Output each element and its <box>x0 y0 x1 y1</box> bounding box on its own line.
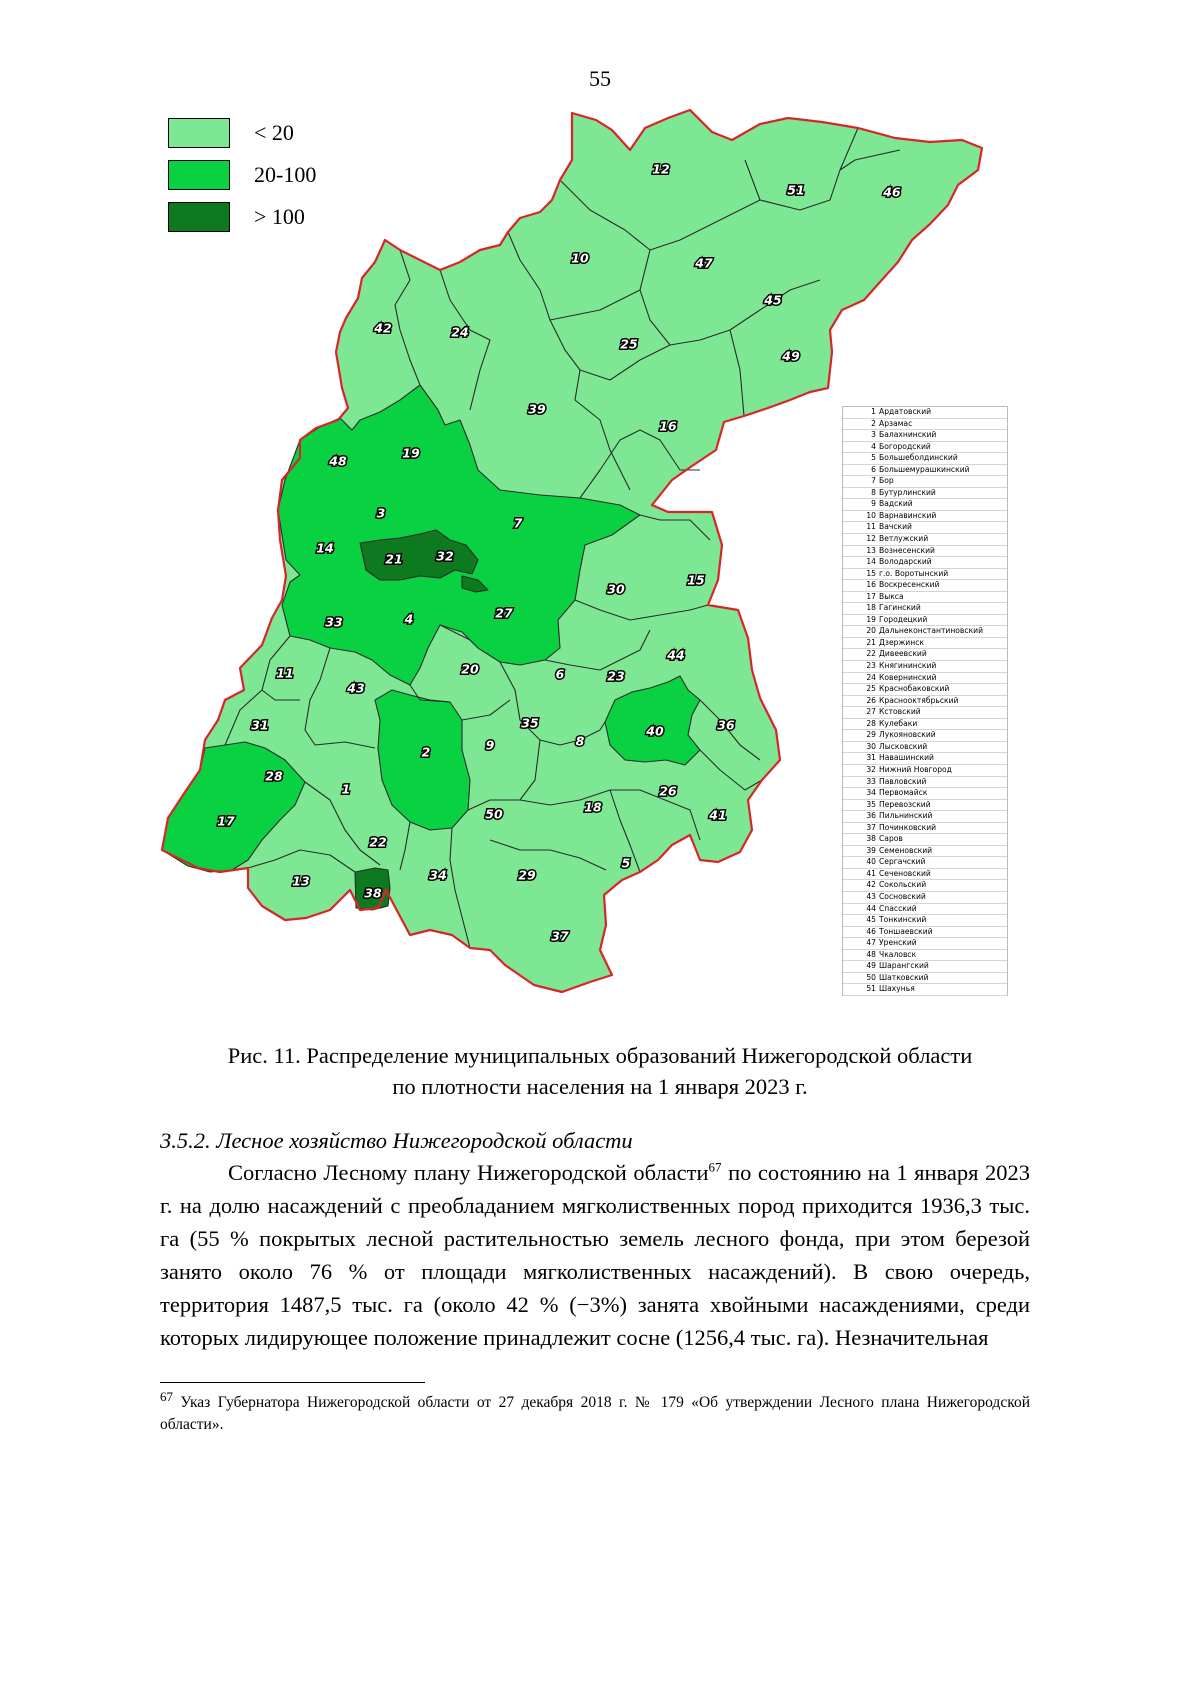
district-index-name: Варнавинский <box>879 510 937 520</box>
district-index-number: 27 <box>866 707 876 717</box>
district-number-label: 4 <box>404 611 414 627</box>
district-index-row <box>843 684 1007 696</box>
district-index-number: 20 <box>866 626 876 636</box>
district-index-name: Нижний Новгород <box>879 764 952 774</box>
body-paragraph <box>160 1156 1030 1354</box>
district-index-name: Вадский <box>879 499 913 509</box>
district-index-name: Краснобаковский <box>879 684 950 694</box>
footnote <box>160 1388 1030 1436</box>
district-index-row <box>843 453 1007 465</box>
district-index-number: 7 <box>871 476 876 486</box>
district-index-row <box>843 476 1007 488</box>
district-index-row <box>843 846 1007 858</box>
district-index-name: Вознесенский <box>879 545 935 555</box>
district-index-number: 6 <box>871 464 876 474</box>
district-index-name: Лысковский <box>879 741 928 751</box>
district-index-number: 32 <box>866 764 876 774</box>
district-index-number: 30 <box>866 741 876 751</box>
district-index-name: Балахнинский <box>879 430 937 440</box>
district-index-name: Дальнеконстантиновский <box>879 626 984 636</box>
district-index-row <box>843 719 1007 731</box>
district-index-name: Шарангский <box>879 961 929 971</box>
district-index-table <box>842 406 1008 996</box>
district-index-row <box>843 442 1007 454</box>
district-number-label: 27 <box>495 605 513 621</box>
district-number-label: 9 <box>485 737 495 753</box>
district-index-number: 26 <box>866 695 876 705</box>
district-index-number: 35 <box>866 799 876 809</box>
district-index-number: 21 <box>866 637 876 647</box>
district-number-label: 36 <box>717 717 735 733</box>
district-number-label: 45 <box>764 292 782 308</box>
district-index-number: 15 <box>866 568 876 578</box>
district-index-number: 40 <box>866 857 876 867</box>
district-number-label: 47 <box>695 255 713 271</box>
district-index-name: Ветлужский <box>879 534 929 544</box>
caption-line-2: по плотности населения на 1 января 2023 г. <box>392 1074 808 1099</box>
district-index-row <box>843 973 1007 985</box>
district-index-number: 46 <box>866 926 876 936</box>
district-index-name: Павловский <box>879 776 927 786</box>
district-index-row <box>843 522 1007 534</box>
district-index-name: Краснооктябрьский <box>879 695 959 705</box>
district-number-label: 33 <box>325 614 343 630</box>
district-index-row <box>843 800 1007 812</box>
district-index-row <box>843 788 1007 800</box>
page-number: 55 <box>589 66 611 91</box>
district-index-name: Кулебаки <box>879 718 918 728</box>
district-index-number: 5 <box>871 453 876 463</box>
district-index-row <box>843 661 1007 673</box>
district-number-label: 29 <box>518 867 536 883</box>
district-index-row <box>843 880 1007 892</box>
district-number-label: 34 <box>429 867 447 883</box>
district-number-label: 13 <box>292 873 310 889</box>
district-index-row <box>843 742 1007 754</box>
district-index-number: 44 <box>866 903 876 913</box>
legend-label-high: > 100 <box>254 204 305 229</box>
district-index-name: Дзержинск <box>879 637 924 647</box>
district-index-name: Вачский <box>879 522 912 532</box>
district-index-name: Сеченовский <box>879 868 931 878</box>
district-index-number: 36 <box>866 811 876 821</box>
district-number-label: 50 <box>485 806 503 822</box>
district-index-number: 41 <box>866 868 876 878</box>
district-index-name: Княгининский <box>879 661 937 671</box>
district-index-name: Семеновский <box>879 845 933 855</box>
district-number-label: 10 <box>571 250 589 266</box>
district-index-row <box>843 638 1007 650</box>
district-number-label: 31 <box>251 717 269 733</box>
district-index-name: Выкса <box>879 591 904 601</box>
footnote-reference[interactable]: 67 <box>708 1159 722 1175</box>
district-number-label: 41 <box>709 807 727 823</box>
district-index-row <box>843 892 1007 904</box>
district-number-label: 5 <box>621 855 631 871</box>
district-index-number: 22 <box>866 649 876 659</box>
district-index-number: 1 <box>871 407 876 416</box>
district-number-label: 24 <box>451 324 469 340</box>
district-index-number: 25 <box>866 684 876 694</box>
district-index-row <box>843 984 1007 996</box>
district-number-label: 3 <box>376 505 386 521</box>
district-number-label: 2 <box>421 744 431 760</box>
district-index-name: Богородский <box>879 441 931 451</box>
district-index-number: 31 <box>866 753 876 763</box>
district-index-name: г.о. Воротынский <box>879 568 949 578</box>
district-number-label: 32 <box>436 548 454 564</box>
district-number-label: 11 <box>276 665 294 681</box>
district-index-name: Починковский <box>879 822 937 832</box>
district-index-name: Сосновский <box>879 891 926 901</box>
district-index-name: Городецкий <box>879 614 928 624</box>
district-index-number: 39 <box>866 845 876 855</box>
district-number-label: 42 <box>374 320 392 336</box>
district-index-number: 14 <box>866 557 876 567</box>
district-index-number: 24 <box>866 672 876 682</box>
district-index-number: 8 <box>871 487 876 497</box>
district-index-number: 42 <box>866 880 876 890</box>
district-index-row <box>843 407 1007 419</box>
district-number-label: 25 <box>620 336 638 352</box>
district-index-name: Тоншаевский <box>879 926 933 936</box>
district-index-name: Большеболдинский <box>879 453 958 463</box>
district-index-name: Большемурашкинский <box>879 464 970 474</box>
district-number-label: 20 <box>461 661 479 677</box>
district-index-name: Арзамас <box>879 418 913 428</box>
district-index-name: Уренский <box>879 938 917 948</box>
district-index-number: 38 <box>866 834 876 844</box>
district-index-row <box>843 823 1007 835</box>
district-number-label: 19 <box>402 445 420 461</box>
district-index-number: 49 <box>866 961 876 971</box>
district-index-number: 29 <box>866 730 876 740</box>
district-index-number: 47 <box>866 938 876 948</box>
district-index-row <box>843 673 1007 685</box>
district-index-row <box>843 950 1007 962</box>
district-number-label: 30 <box>607 581 625 597</box>
district-index-row <box>843 569 1007 581</box>
district-index-number: 10 <box>866 510 876 520</box>
district-index-row <box>843 649 1007 661</box>
district-index-number: 16 <box>866 580 876 590</box>
district-index-number: 51 <box>866 984 876 994</box>
district-number-label: 15 <box>687 572 705 588</box>
district-index-row <box>843 857 1007 869</box>
district-number-label: 28 <box>265 768 283 784</box>
district-number-label: 7 <box>513 515 523 531</box>
district-index-row <box>843 603 1007 615</box>
district-index-name: Сергачский <box>879 857 926 867</box>
district-number-label: 16 <box>659 418 677 434</box>
district-index-row <box>843 419 1007 431</box>
district-index-name: Саров <box>879 834 903 844</box>
district-index-number: 2 <box>871 418 876 428</box>
district-index-name: Воскресенский <box>879 580 940 590</box>
district-index-row <box>843 696 1007 708</box>
district-number-label: 39 <box>528 401 546 417</box>
district-index-row <box>843 927 1007 939</box>
district-index-number: 37 <box>866 822 876 832</box>
district-index-row <box>843 765 1007 777</box>
district-number-label: 43 <box>347 680 365 696</box>
district-number-label: 1 <box>341 781 351 797</box>
district-index-number: 3 <box>871 430 876 440</box>
district-index-number: 23 <box>866 661 876 671</box>
district-index-number: 12 <box>866 534 876 544</box>
district-index-number: 50 <box>866 972 876 982</box>
figure-caption <box>150 1040 1050 1102</box>
district-number-label: 38 <box>364 885 382 901</box>
district-index-number: 18 <box>866 603 876 613</box>
body-text-rest: по состоянию на 1 января 2023 г. на долю насаждений с преобладанием мягколиственных пород приходится 1936,3 тыс. га (55 % покрытых лесной растительностью земель лесного фонда, при этом березой занято около 76 % от площади мягколиственных насаждений). В свою очередь, территория 1487,5 тыс. га (около 42 % (−3%) занята хвойными насаждениями, среди которых лидирующее положение принадлежит сосне (1256,4 тыс. га). Незначительная <box>160 1160 1030 1350</box>
district-index-name: Володарский <box>879 557 932 567</box>
district-number-label: 26 <box>659 783 677 799</box>
district-number-label: 12 <box>652 161 670 177</box>
district-index-row <box>843 961 1007 973</box>
district-index-row <box>843 546 1007 558</box>
district-index-number: 34 <box>866 788 876 798</box>
district-index-row <box>843 430 1007 442</box>
footnote-number: 67 <box>160 1388 173 1404</box>
district-index-row <box>843 811 1007 823</box>
district-number-label: 8 <box>575 733 585 749</box>
district-number-label: 37 <box>551 928 569 944</box>
district-index-number: 48 <box>866 949 876 959</box>
district-index-number: 43 <box>866 891 876 901</box>
district-index-number: 19 <box>866 614 876 624</box>
district-number-label: 48 <box>329 453 347 469</box>
district-index-row <box>843 615 1007 627</box>
district-index-row <box>843 499 1007 511</box>
section-heading: 3.5.2. Лесное хозяйство Нижегородской области <box>160 1128 633 1153</box>
district-index-name: Лукояновский <box>879 730 936 740</box>
district-index-name: Перевозский <box>879 799 931 809</box>
district-number-label: 49 <box>782 348 800 364</box>
district-index-number: 28 <box>866 718 876 728</box>
district-index-row <box>843 557 1007 569</box>
district-index-name: Ковернинский <box>879 672 937 682</box>
district-number-label: 40 <box>646 723 664 739</box>
district-number-label: 23 <box>607 668 625 684</box>
district-index-name: Спасский <box>879 903 917 913</box>
district-number-label: 18 <box>584 799 602 815</box>
footnote-separator <box>160 1382 425 1383</box>
district-index-name: Чкаловск <box>879 949 917 959</box>
legend-label-low: < 20 <box>254 120 294 145</box>
district-number-label: 35 <box>521 715 539 731</box>
district-index-row <box>843 904 1007 916</box>
district-index-name: Пильнинский <box>879 811 933 821</box>
district-index-name: Тонкинский <box>879 915 927 925</box>
district-index-number: 33 <box>866 776 876 786</box>
district-index-name: Ардатовский <box>879 407 932 416</box>
district-number-label: 51 <box>787 182 805 198</box>
district-index-name: Шатковский <box>879 972 929 982</box>
district-number-label: 17 <box>217 813 235 829</box>
district-index-number: 45 <box>866 915 876 925</box>
footnote-text: Указ Губернатора Нижегородской области от 27 декабря 2018 г. № 179 «Об утверждении Лесного плана Нижегородской области». <box>160 1394 1030 1433</box>
district-number-label: 6 <box>555 666 565 682</box>
district-index-row <box>843 915 1007 927</box>
district-index-row <box>843 777 1007 789</box>
district-index-number: 13 <box>866 545 876 555</box>
district-number-label: 14 <box>316 540 334 556</box>
district-index-number: 9 <box>871 499 876 509</box>
district-index-name: Бор <box>879 476 894 486</box>
district-index-row <box>843 580 1007 592</box>
district-index-row <box>843 534 1007 546</box>
district-number-label: 44 <box>667 647 685 663</box>
district-index-number: 17 <box>866 591 876 601</box>
district-number-label: 22 <box>369 834 387 850</box>
caption-line-1: Рис. 11. Распределение муниципальных образований Нижегородской области <box>227 1043 973 1068</box>
district-index-name: Сокольский <box>879 880 927 890</box>
district-index-name: Дивеевский <box>879 649 927 659</box>
district-number-label: 21 <box>385 551 403 567</box>
district-index-name: Гагинский <box>879 603 921 613</box>
district-index-row <box>843 511 1007 523</box>
district-index-row <box>843 592 1007 604</box>
district-index-name: Первомайск <box>879 788 928 798</box>
district-index-row <box>843 626 1007 638</box>
district-index-name: Навашинский <box>879 753 934 763</box>
district-index-name: Шахунья <box>879 984 915 994</box>
district-index-number: 11 <box>866 522 876 532</box>
district-index-row <box>843 753 1007 765</box>
district-index-number: 4 <box>871 441 876 451</box>
district-index-row <box>843 465 1007 477</box>
legend-label-medium: 20-100 <box>254 162 317 187</box>
district-index-row <box>843 707 1007 719</box>
district-index-row <box>843 488 1007 500</box>
district-number-label: 46 <box>883 184 901 200</box>
body-text-start: Согласно Лесному плану Нижегородской области <box>228 1160 709 1185</box>
district-index-row <box>843 938 1007 950</box>
district-index-row <box>843 730 1007 742</box>
district-index-row <box>843 869 1007 881</box>
district-index-name: Бутурлинский <box>879 487 936 497</box>
district-index-row <box>843 834 1007 846</box>
district-index-name: Кстовский <box>879 707 921 717</box>
